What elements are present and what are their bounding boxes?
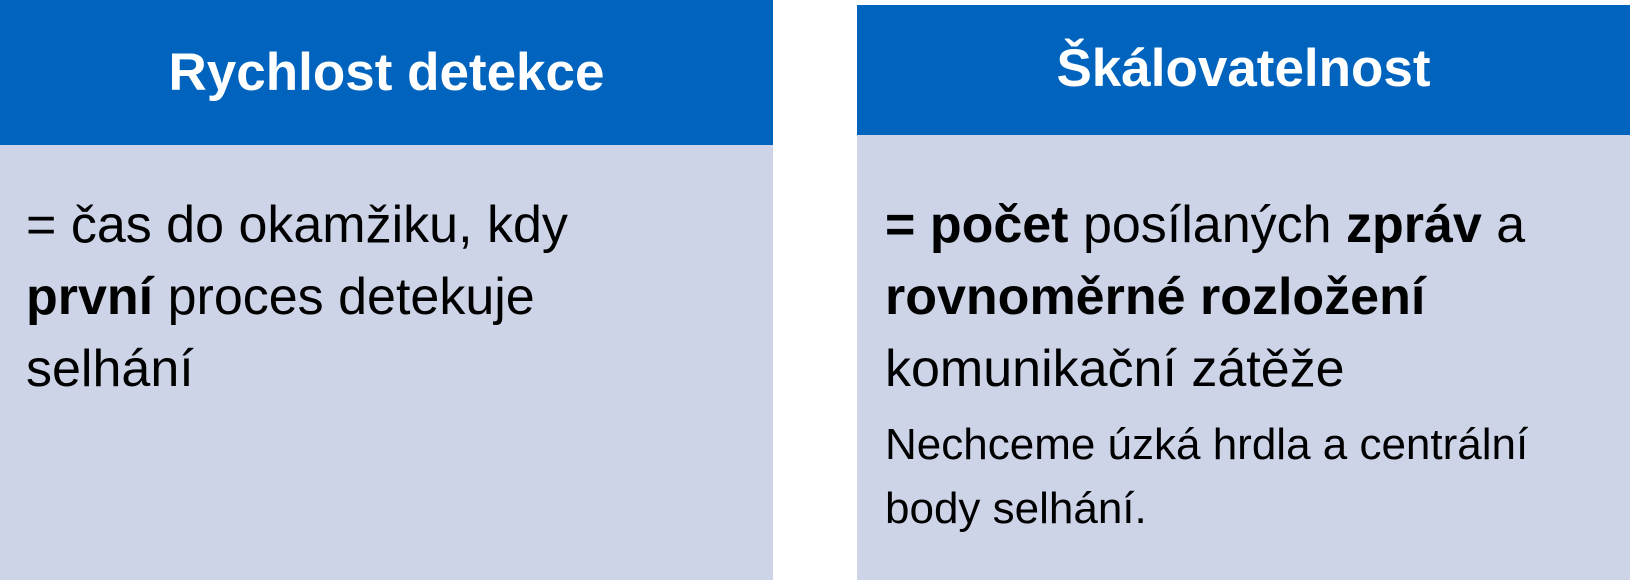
definition-emphasis: první xyxy=(26,268,154,326)
scalability-line-2 xyxy=(885,261,1600,333)
detection-speed-title: Rychlost detekce xyxy=(0,0,773,145)
scalability-note-line-2: body selhání. xyxy=(885,484,1147,533)
scalability-definition xyxy=(857,135,1630,541)
detection-speed-definition xyxy=(0,145,773,405)
definition-line-2 xyxy=(26,261,753,333)
detection-speed-card xyxy=(0,0,773,580)
scalability-line-1-mid: posílaných xyxy=(1068,196,1346,254)
scalability-card xyxy=(857,5,1630,580)
definition-line-3: selhání xyxy=(26,340,194,398)
definition-line-2-rest: proces detekuje xyxy=(153,268,535,326)
scalability-line-1 xyxy=(885,189,1600,261)
scalability-note-line-1: Nechceme úzká hrdla a centrální xyxy=(885,420,1529,469)
scalability-line-1-end: a xyxy=(1481,196,1526,254)
scalability-line-3: komunikační zátěže xyxy=(885,340,1345,398)
scalability-note xyxy=(885,413,1600,541)
scalability-messages-emphasis: zpráv xyxy=(1346,196,1482,254)
definition-line-1: = čas do okamžiku, kdy xyxy=(26,196,568,254)
scalability-count-emphasis: = počet xyxy=(885,196,1069,254)
scalability-title: Škálovatelnost xyxy=(857,5,1630,135)
scalability-distribution-emphasis: rovnoměrné rozložení xyxy=(885,268,1426,326)
